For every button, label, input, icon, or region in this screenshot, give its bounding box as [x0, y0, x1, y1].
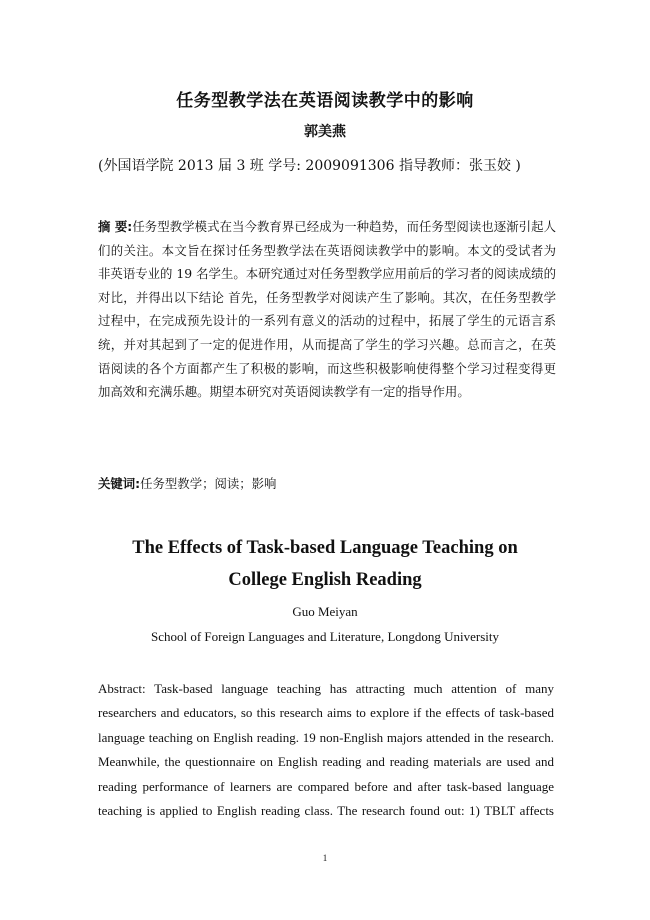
abstract-en: Abstract: Task-based language teaching has attracting much attention of many researchers and educators, so this research aims to explore if the effects of task-based language teaching on English reading. 19 non-English majors attended in the research. Meanwhile, the questionnaire on English reading and reading materials are used and reading performance of learners are compared before and after task-based language teaching is applied to English reading class. The research found out: 1) TBLT affects — [98, 681, 554, 819]
abstract-cn-label: 摘 要: — [98, 219, 133, 234]
affiliation-en: School of Foreign Languages and Literature, Longdong University — [150, 629, 500, 644]
keywords-cn — [98, 474, 276, 492]
keywords-cn-label: 关键词: — [98, 476, 141, 491]
abstract-cn-text: 任务型教学模式在当今教育界已经成为一种趋势，而任务型阅读也逐渐引起人们的关注。本文旨在探讨任务型教学法在英语阅读教学中的影响。本文的受试者为非英语专业的 19 名学生。本研究通过对任务型教学应用前后的学习者的阅读成绩的对比，并得出以下结论 首先，任务型教学对阅读产生了影响。其次，在任务型教学过程中，在完成预先设计的一系列有意义的活动的过程中，拓展了学生的元语言系统，并对其起到了一定的促进作用，从而提高了学生的学习兴趣。总而言之，在英语阅读的各个方面都产生了积极的影响，而这些积极影响使得整个学习过程变得更加高效和充满乐趣。期望本研究对英语阅读教学有一定的指导作用。 — [98, 219, 556, 400]
paper-title-cn: 任务型教学法在英语阅读教学中的影响 — [176, 91, 474, 111]
paper-title-en-line1: The Effects of Task-based Language Teaching on — [132, 538, 518, 558]
author-name-cn: 郭美燕 — [304, 124, 346, 140]
page-number: 1 — [322, 853, 328, 863]
author-name-en: Guo Meiyan — [292, 604, 358, 619]
paper-title-en-line2: College English Reading — [228, 570, 422, 590]
abstract-cn — [98, 215, 556, 404]
affiliation-cn: (外国语学院 2013 届 3 班 学号: 2009091306 指导教师：张玉姣 ) — [98, 158, 521, 174]
keywords-cn-text: 任务型教学；阅读；影响 — [140, 476, 277, 491]
